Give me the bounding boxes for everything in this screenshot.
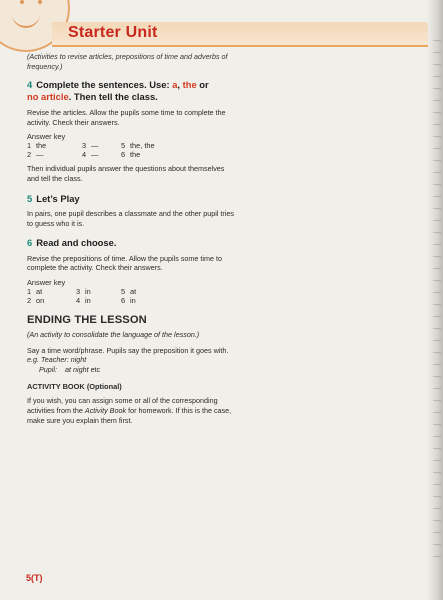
activity-4-comma: ,: [177, 79, 181, 91]
answer-value: in: [85, 295, 91, 305]
pupil-label: Pupil:: [39, 364, 57, 374]
activity-5-number: 5: [27, 192, 33, 204]
activity-6-number: 6: [27, 237, 33, 249]
activity-book-title: ACTIVITY BOOK (Optional): [27, 382, 122, 392]
intro-text: (Activities to revise articles, prepositions of time and adverbs of frequency.): [27, 52, 228, 71]
teacher-label: Teacher:: [41, 355, 69, 365]
answer-value: the: [36, 141, 47, 151]
activity-4-teacher-text: Revise the articles. Allow the pupils some time to complete the activity. Check their answers.: [27, 108, 226, 127]
activity-book-name: Activity Book: [84, 405, 127, 415]
example-teacher-line: [27, 355, 235, 365]
activity-4-followup-text: Then individual pupils answer the questions about themselves and tell the class.: [27, 164, 225, 183]
activity-4-option-no-article: no article: [27, 90, 69, 102]
answer-value: the: [130, 150, 141, 160]
answer-number: 3: [82, 141, 87, 151]
answer-row: [27, 141, 170, 150]
answer-row: [27, 287, 170, 296]
answer-number: 2: [27, 295, 32, 305]
activity-4-answer-key: [27, 141, 170, 159]
activity-6-answer-key: [27, 287, 170, 305]
activity-4-or: or: [196, 79, 209, 91]
answer-value: in: [85, 286, 91, 296]
smiley-mouth: [12, 10, 40, 28]
activity-4-instruction-end: . Then tell the class.: [68, 90, 158, 102]
answer-number: 5: [121, 141, 126, 151]
activity-book-text-start: If you wish, you can assign some or all of the corresponding activities from the: [27, 396, 218, 415]
activity-5-text: In pairs, one pupil describes a classmate and the other pupil tries to guess who it is.: [27, 209, 234, 228]
activity-4-answer-key-label: Answer key: [27, 132, 66, 142]
activity-book-text: [27, 396, 235, 425]
activity-6-title: Read and choose.: [36, 237, 117, 249]
activity-4-instruction-start: Complete the sentences. Use:: [36, 79, 173, 91]
ending-lesson-text: Say a time word/phrase. Pupils say the preposition it goes with.: [27, 345, 229, 355]
answer-row: [27, 150, 170, 159]
page-content: [27, 52, 235, 425]
answer-number: 6: [121, 150, 126, 160]
etc-text: etc: [90, 364, 101, 374]
page-gutter-marks: [433, 40, 441, 560]
answer-value: the, the: [130, 141, 155, 151]
activity-5-heading: [27, 193, 235, 205]
activity-4-option-a: a: [172, 79, 178, 91]
activity-6-text: Revise the prepositions of time. Allow the pupils some time to complete the activity. Check their answers.: [27, 253, 222, 273]
answer-number: 2: [27, 150, 32, 160]
pupil-value: at night: [64, 364, 89, 374]
activity-6-heading: [27, 237, 235, 249]
example-pupil-line: [27, 365, 235, 375]
answer-value: in: [130, 295, 136, 305]
activity-4-option-the: the: [182, 79, 197, 91]
answer-value: —: [91, 141, 99, 151]
smiley-right-eye: [38, 0, 42, 4]
activity-4-number: 4: [27, 79, 33, 91]
answer-number: 5: [121, 286, 126, 296]
answer-value: on: [36, 295, 45, 305]
answer-value: —: [91, 150, 99, 160]
answer-value: at: [36, 286, 43, 296]
activity-4-heading: [27, 79, 235, 102]
page-number: 5(T): [26, 573, 43, 583]
answer-number: 4: [82, 150, 87, 160]
activity-5-title: Let’s Play: [36, 192, 80, 204]
answer-number: 6: [121, 295, 126, 305]
teacher-value: night: [70, 355, 87, 365]
example-label: e.g.: [27, 355, 39, 365]
ending-lesson-subtitle: (An activity to consolidate the language of the lesson.): [27, 329, 200, 339]
answer-number: 1: [27, 286, 32, 296]
answer-number: 3: [76, 286, 81, 296]
smiley-left-eye: [20, 0, 24, 4]
ending-lesson-title: ENDING THE LESSON: [27, 313, 147, 326]
page-title: Starter Unit: [68, 24, 158, 41]
answer-value: at: [130, 286, 137, 296]
answer-number: 4: [76, 295, 81, 305]
answer-row: [27, 296, 170, 305]
answer-value: —: [36, 150, 44, 160]
activity-book-text-end: for homework. If this is the case, make sure you explain them first.: [27, 405, 232, 425]
answer-number: 1: [27, 141, 32, 151]
activity-6-answer-key-label: Answer key: [27, 277, 66, 287]
